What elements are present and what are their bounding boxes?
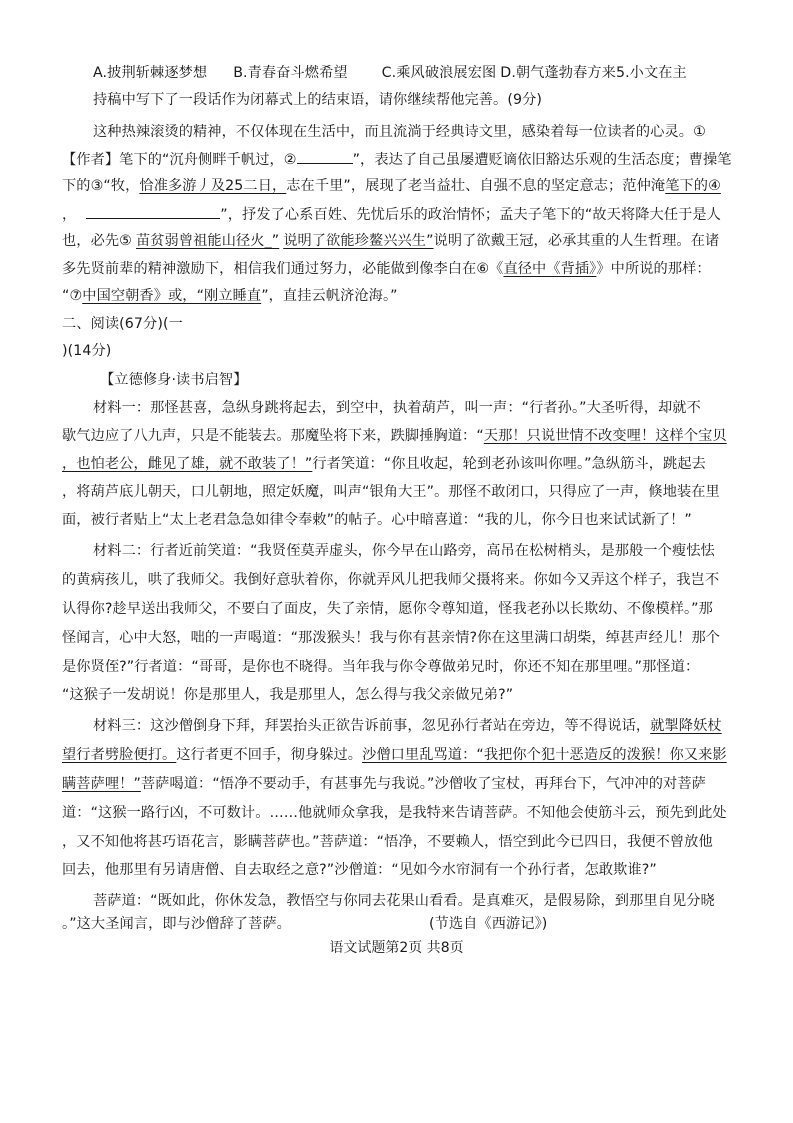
q5-fill-prompt: 多先贤前辈的精神激励下，相信我们通过努力，必能做到像李白在⑥《 — [62, 261, 504, 277]
q5-fill-prompt: 志在千里”，展现了老当益壮、自强不息的坚定意志；范仲淹 — [286, 178, 666, 194]
option-b: B.青春奋斗燃希望 — [233, 65, 348, 81]
material-3-line — [93, 716, 733, 736]
q5-text-line — [62, 204, 732, 225]
answer-blank-2[interactable] — [297, 149, 353, 164]
material-3-line: 道：“这猴一路行凶，不可数计。……他就师众拿我，是我特来告请菩萨。不知他会使筋斗云，预先到此处 — [62, 805, 727, 821]
q5-fill-prompt: 笔下的④ — [665, 178, 721, 194]
answer-blank-4[interactable] — [86, 204, 220, 219]
underlined-quote: 就掣降妖杖 — [650, 718, 722, 734]
q5-text-line — [62, 259, 732, 279]
material-2-line: 怪闻言，心中大怒，咄的一声喝道：“那泼猴头！我与你有甚亲情?你在这里满口胡柴，绰甚声经儿！那个 — [62, 630, 721, 646]
source-citation: (节选自《西游记》) — [428, 916, 548, 932]
q5-fill-prompt: 下的③“牧， — [62, 178, 140, 194]
material-3-line — [62, 774, 732, 794]
handwritten-answer-5b: 说明了欲能珍鳌兴兴生” — [283, 233, 434, 249]
underlined-quote: 天那！只说世情不改变哩！这样个宝贝 — [483, 428, 727, 444]
q5-fill-prompt: ”，抒发了心系百姓、先忧后乐的政治情怀；孟夫子笔下的“故天将降大任于是人 — [220, 207, 721, 223]
q5-text-line: 这种热辣滚烫的精神，不仅体现在生活中，而且流淌于经典诗文里，感染着每一位读者的心灵。① — [93, 124, 706, 140]
material-3-line: 菩萨道：“既如此，你休发急，教悟空与你同去花果山看看。是真难灭，是假易除，到那里自见分晓 — [93, 893, 715, 909]
material-3-line — [62, 745, 732, 765]
material-2-line: 的黄病孩儿，哄了我师父。我倒好意驮着你，你就弄风儿把我师父摄将来。你如今又弄这个样子，我岂不 — [62, 572, 720, 588]
q5-fill-prompt: 说明了欲戴王冠，必承其重的人生哲理。在诸 — [433, 233, 720, 249]
q5-fill-prompt: ， — [62, 207, 77, 223]
material-1-line: 材料一：那怪甚喜，急纵身跳将起去，到空中，执着葫芦，叫一声：“行者孙。”大圣听得，却就不 — [93, 400, 701, 416]
handwritten-answer-3: 恰准多游丿及25二日， — [139, 178, 287, 194]
underlined-quote: ，也怕老公，雌见了雄，就不敢装了！” — [62, 456, 313, 472]
q5-fill-prompt: 》中所说的那样： — [596, 261, 711, 277]
q5-text-line — [62, 231, 732, 251]
option-d: D.朝气蓬勃春方来5.小文在主 — [500, 65, 687, 81]
option-line — [93, 63, 763, 83]
reading-subtitle: 【立德修身·读书启智】 — [100, 372, 248, 388]
material-1-line — [62, 426, 732, 446]
material-1-line — [62, 454, 732, 474]
q5-text-line — [62, 286, 732, 306]
material-text: 这行者更不回手，彻身躲过。 — [176, 747, 363, 763]
handwritten-answer-7: 中国空朝香》或，“刚立睡直 — [82, 288, 262, 304]
q5-fill-prompt: ”，表达了自己虽屡遭贬谪依旧豁达乐观的生活态度；曹操笔 — [352, 152, 732, 168]
material-3-line: ，又不知他将甚巧语花言，影瞒菩萨也。”菩萨道：“悟净，不要赖人，悟空到此今已四日，我便不曾放他 — [62, 834, 713, 850]
q5-text-line — [62, 176, 732, 196]
material-2-line: “这猴子一发胡说！你是那里人，我是那里人，怎么得与我父亲做兄弟?” — [62, 687, 514, 703]
material-text: 歇气边应了八九声，只是不能装去。那魔坠将下来，跌脚捶胸道：“ — [62, 428, 484, 444]
option-c: C.乘风破浪展宏图 — [381, 65, 497, 81]
q5-fill-prompt: 【作者】笔下的“沉舟侧畔千帆过，② — [62, 152, 297, 168]
underlined-quote: 瞒菩萨哩！” — [62, 776, 141, 792]
material-text: 行者笑道：“你且收起，轮到老孙该叫你哩。”急纵筋斗，跳起去 — [312, 456, 706, 472]
question-5-prompt: 持稿中写下了一段话作为闭幕式上的结束语，请你继续帮他完善。(9分) — [93, 92, 543, 108]
handwritten-answer-6: 直径中《背插》 — [503, 261, 597, 277]
material-text: 。”这大圣闻言，即与沙僧辞了菩萨。 — [62, 916, 291, 932]
q5-text-line — [62, 149, 732, 170]
material-3-line: 回去，他那里有另请唐僧、自去取经之意?”沙僧道：“见如今水帘洞有一个孙行者，怎敢欺谁?” — [62, 862, 657, 878]
section-heading-score: )(14分) — [62, 343, 112, 359]
page-footer: 语文试题第2页 共8页 — [329, 940, 464, 956]
section-heading: 二、阅读(67分)(一 — [62, 316, 183, 332]
material-2-line: 材料二：行者近前笑道：“我贤侄莫弄虚头，你今早在山路旁，高吊在松树梢头，是那般一个瘦怯怯 — [93, 543, 715, 559]
material-1-line: ，将葫芦底儿朝天，口儿朝地，照定妖魔，叫声“银角大王”。那怪不敢闭口，只得应了一声，倏地装在里 — [62, 484, 720, 500]
material-2-line: 是你贤侄?”行者道：“哥哥，是你也不晓得。当年我与你令尊做弟兄时，你还不知在那里哩。”那怪道： — [62, 659, 700, 675]
handwritten-answer-5: 苗贫弱曾祖能山径火_” — [135, 233, 280, 249]
material-text: 材料三：这沙僧倒身下拜，拜罢抬头正欲告诉前事，忽见孙行者站在旁边，等不得说话， — [93, 718, 651, 734]
q5-fill-prompt: “⑦ — [62, 288, 83, 304]
material-2-line: 认得你?趁早送出我师父，不要白了面皮，失了亲情，愿你令尊知道，怪我老孙以长欺幼、不像模样。”那 — [62, 601, 713, 617]
underlined-quote: 沙僧口里乱骂道：“我把你个犯十恶造反的泼猴！你又来影 — [362, 747, 727, 763]
material-text: 菩萨喝道：“悟净不要动手，有甚事先与我说。”沙僧收了宝杖，再拜台下，气冲冲的对菩萨 — [140, 776, 706, 792]
material-3-line — [62, 914, 732, 934]
material-1-line: 面，被行者贴上“太上老君急急如律令奉敕”的帖子。心中暗喜道：“我的儿，你今日也来试试新了！” — [62, 512, 692, 528]
option-a: A.披荆斩棘逐梦想 — [93, 65, 208, 81]
underlined-quote: 望行者劈脸便打。 — [62, 747, 177, 763]
q5-fill-prompt: ”，直挂云帆济沧海。” — [261, 288, 398, 304]
q5-fill-prompt: 也，必先⑤ — [62, 233, 132, 249]
